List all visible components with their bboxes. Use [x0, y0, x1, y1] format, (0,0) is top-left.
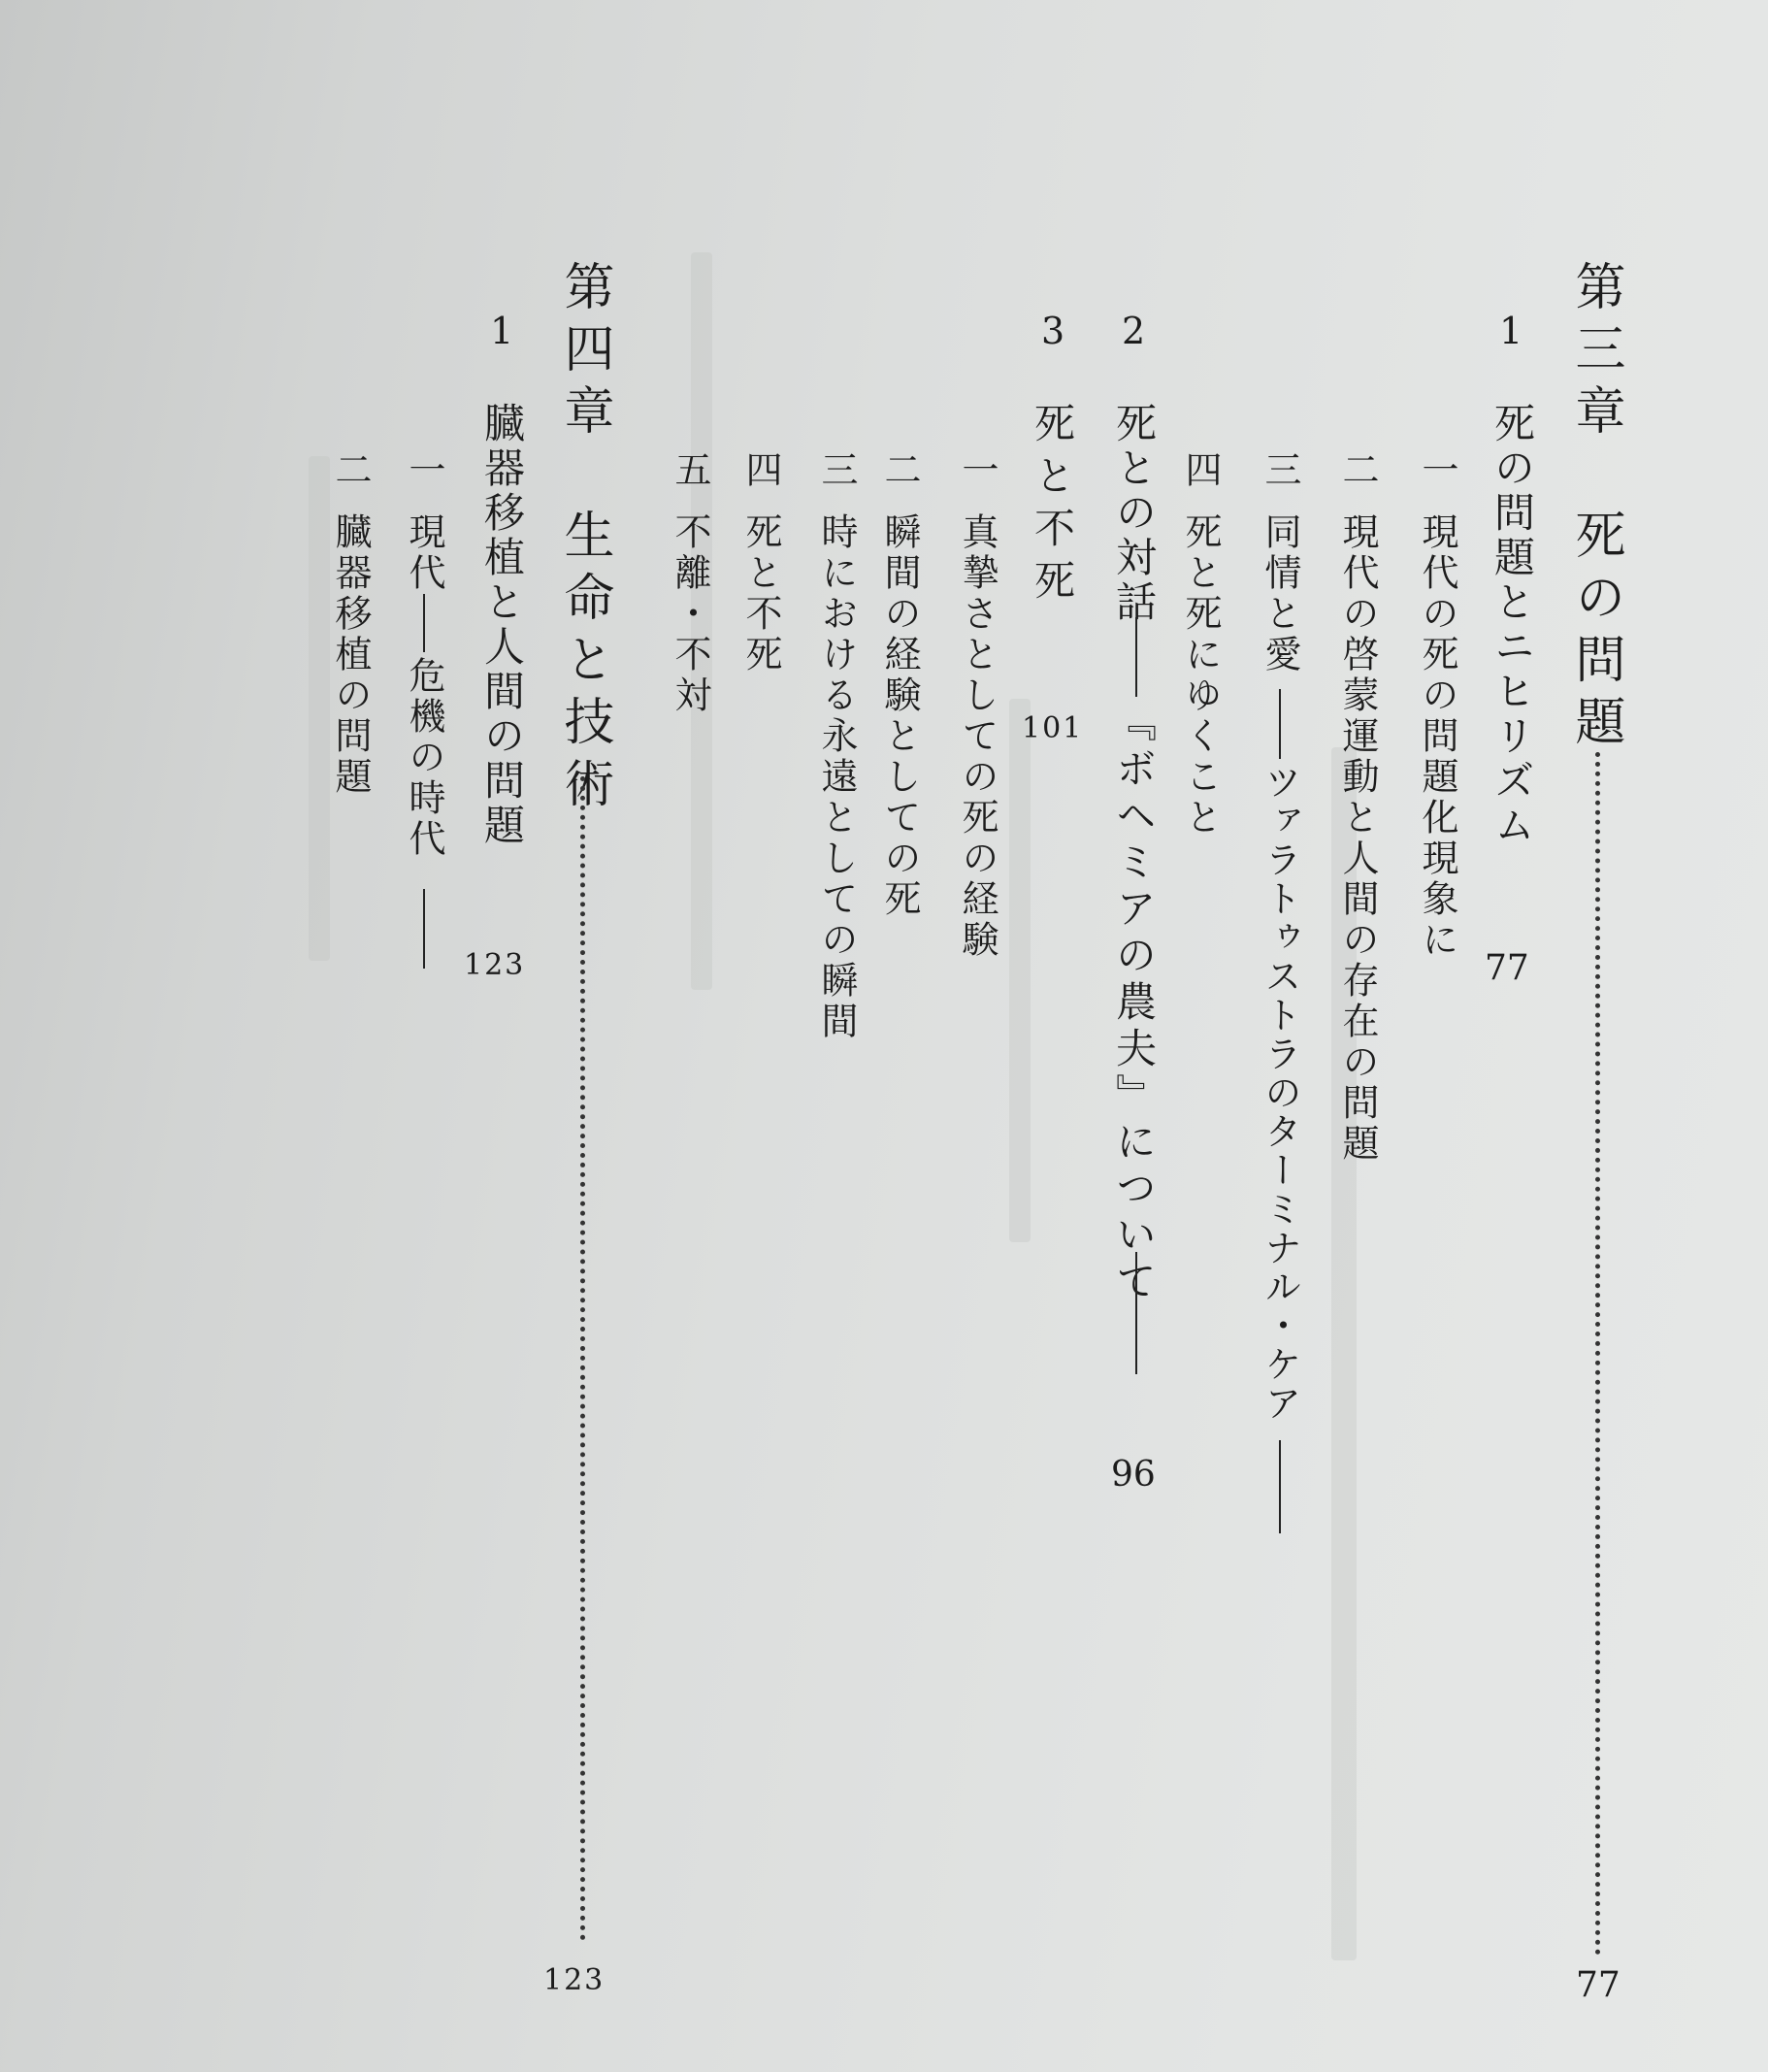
ch4-section-1-item-1-dash-a: [423, 594, 425, 652]
section-3-item-4: 死と不死: [739, 512, 782, 675]
section-1-item-2-num: 二: [1336, 450, 1379, 491]
section-1-page: 77: [1485, 948, 1529, 988]
section-2-dash-a: [1135, 617, 1137, 697]
chapter-3-leader: [1595, 752, 1600, 1956]
section-1-item-3-dash-a: [1279, 689, 1281, 759]
chapter-3-page: 77: [1576, 1965, 1621, 2005]
section-1-item-3: 同情と愛: [1259, 512, 1301, 675]
chapter-3-title: 第三章 死の問題: [1566, 260, 1624, 757]
section-3-item-2: 瞬間の経験としての死: [878, 512, 921, 920]
ch4-section-1-item-1-subtitle: 危機の時代: [403, 656, 445, 860]
section-3-page: 101: [1022, 711, 1084, 745]
section-2-title-a: 死との対話: [1110, 402, 1158, 625]
section-3-item-5-num: 五: [669, 450, 711, 491]
chapter-4-leader: [580, 776, 585, 1941]
section-1-item-1: 現代の死の問題化現象に: [1416, 512, 1458, 961]
section-2-number: 2: [1122, 310, 1146, 352]
ch4-section-1-title: 臓器移植と人間の問題: [478, 402, 526, 848]
chapter-4-page: 123: [543, 1963, 606, 1997]
section-2-page: 96: [1111, 1455, 1156, 1495]
section-1-item-1-num: 一: [1416, 450, 1458, 491]
ch4-section-1-item-1-num: 一: [403, 450, 445, 491]
show-through: [309, 456, 330, 961]
chapter-4-title: 第四章 生命と技術: [555, 260, 613, 819]
section-1-item-4-num: 四: [1179, 450, 1222, 491]
section-3-item-1-num: 一: [956, 450, 999, 491]
section-3-title: 死と不死: [1029, 402, 1076, 611]
section-3-number: 3: [1041, 310, 1065, 352]
section-3-item-4-num: 四: [739, 450, 782, 491]
show-through: [1009, 699, 1031, 1242]
ch4-section-1-item-2-num: 二: [329, 450, 372, 491]
ch4-section-1-number: 1: [490, 310, 514, 352]
section-3-item-3-num: 三: [815, 450, 858, 491]
section-2-dash-b: [1135, 1252, 1137, 1374]
section-1-item-2: 現代の啓蒙運動と人間の存在の問題: [1336, 512, 1379, 1165]
ch4-section-1-page: 123: [464, 948, 526, 982]
section-1-number: 1: [1499, 310, 1523, 352]
section-3-item-5: 不離・不対: [669, 512, 711, 716]
section-1-item-3-num: 三: [1259, 450, 1301, 491]
section-2-title-b: 『ボヘミアの農夫』について: [1110, 701, 1158, 1306]
section-1-title: 死の問題とニヒリズム: [1489, 402, 1536, 848]
section-3-item-2-num: 二: [878, 450, 921, 491]
ch4-section-1-item-1-dash-b: [423, 889, 425, 969]
ch4-section-1-item-2: 臓器移植の問題: [329, 512, 372, 798]
section-1-item-3-subtitle: ツァラトゥストラのターミナル・ケア: [1259, 763, 1301, 1423]
section-3-item-3: 時における永遠としての瞬間: [815, 512, 858, 1042]
section-1-item-4: 死と死にゆくこと: [1179, 512, 1222, 839]
section-1-item-3-dash-b: [1279, 1440, 1281, 1533]
ch4-section-1-item-1: 現代: [403, 512, 445, 594]
section-3-item-1: 真摯さとしての死の経験: [956, 512, 999, 961]
